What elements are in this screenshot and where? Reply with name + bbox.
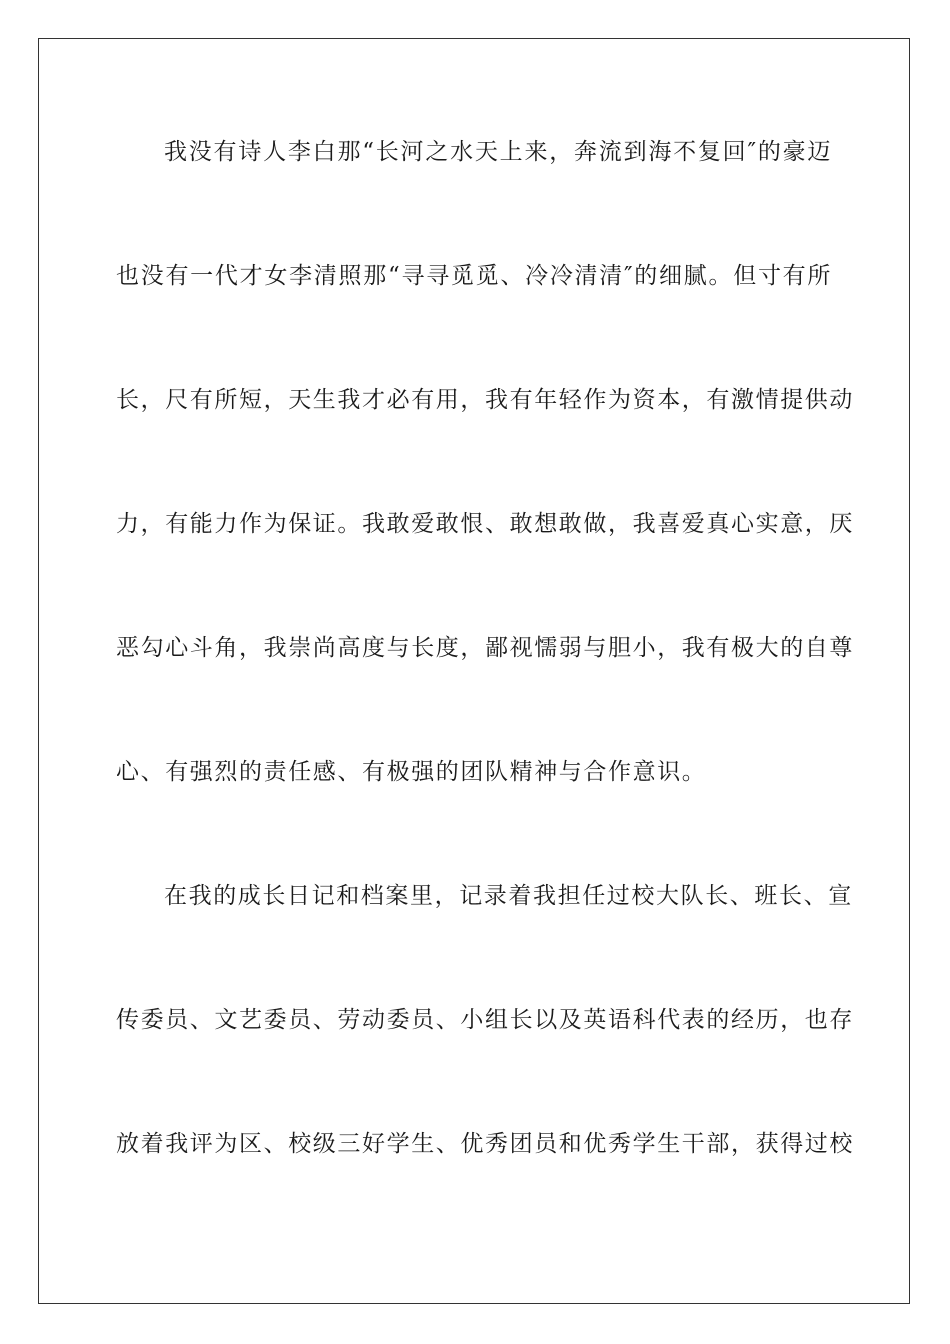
paragraph-1-line-3: 长，尺有所短，天生我才必有用，我有年轻作为资本，有激情提供动 <box>116 387 854 413</box>
paragraph-1-line-2: 也没有一代才女李清照那“寻寻觅觅、冷冷清清″的细腻。但寸有所 <box>116 263 832 289</box>
paragraph-2-line-3: 放着我评为区、校级三好学生、优秀团员和优秀学生干部，获得过校 <box>116 1131 854 1157</box>
page-border <box>38 38 910 1304</box>
paragraph-1-line-1: 我没有诗人李白那“长河之水天上来，奔流到海不复回″的豪迈 <box>164 139 832 165</box>
paragraph-2-line-2: 传委员、文艺委员、劳动委员、小组长以及英语科代表的经历，也存 <box>116 1007 854 1033</box>
paragraph-2-line-1: 在我的成长日记和档案里，记录着我担任过校大队长、班长、宣 <box>164 883 853 909</box>
paragraph-1-line-6: 心、有强烈的责任感、有极强的团队精神与合作意识。 <box>116 759 707 785</box>
paragraph-1-line-4: 力，有能力作为保证。我敢爱敢恨、敢想敢做，我喜爱真心实意，厌 <box>116 511 854 537</box>
paragraph-1-line-5: 恶勾心斗角，我崇尚高度与长度，鄙视懦弱与胆小，我有极大的自尊 <box>116 635 854 661</box>
